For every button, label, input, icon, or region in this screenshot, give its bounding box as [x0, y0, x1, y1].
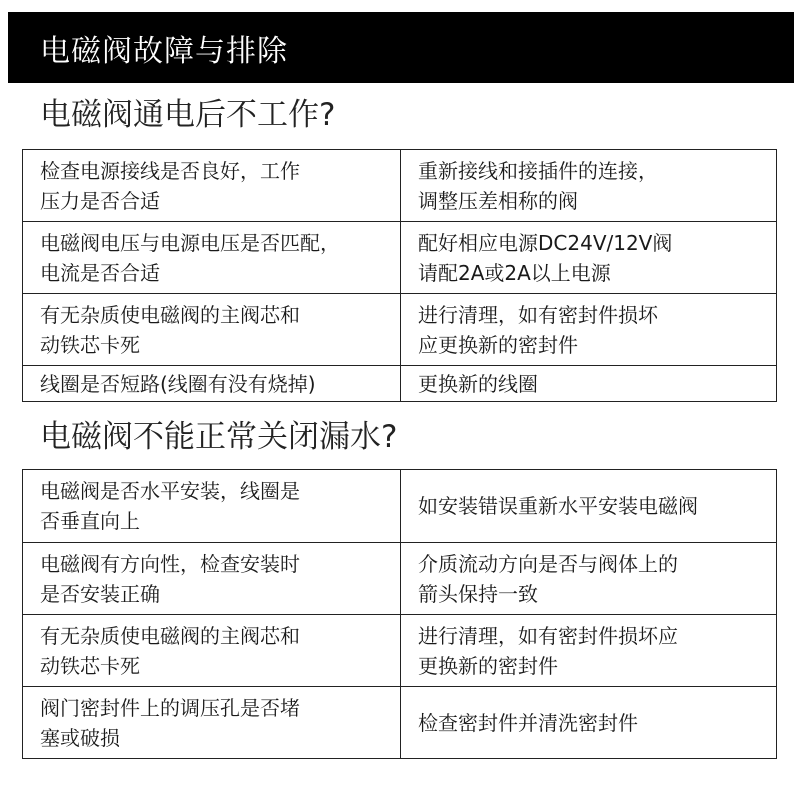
troubleshooting-table-leaking: [22, 469, 777, 759]
table-row: [23, 366, 777, 402]
solution-cell: 进行清理，如有密封件损坏 应更换新的密封件: [401, 294, 777, 366]
cause-cell: 有无杂质使电磁阀的主阀芯和 动铁芯卡死: [23, 294, 401, 366]
solution-cell: 更换新的线圈: [401, 366, 777, 402]
solution-cell: 介质流动方向是否与阀体上的 箭头保持一致: [401, 543, 777, 615]
table-row: [23, 150, 777, 222]
header-banner: [8, 12, 794, 83]
cause-cell: 检查电源接线是否良好，工作 压力是否合适: [23, 150, 401, 222]
cause-cell: 电磁阀电压与电源电压是否匹配， 电流是否合适: [23, 222, 401, 294]
cause-cell: 电磁阀有方向性，检查安装时 是否安装正确: [23, 543, 401, 615]
table-row: [23, 543, 777, 615]
table-row: [23, 294, 777, 366]
solution-cell: 重新接线和接插件的连接， 调整压差相称的阀: [401, 150, 777, 222]
table-row: [23, 687, 777, 759]
section-heading-leaking: 电磁阀不能正常关闭漏水?: [40, 419, 398, 455]
cause-cell: 线圈是否短路(线圈有没有烧掉): [23, 366, 401, 402]
table-row: [23, 470, 777, 543]
table-row: [23, 615, 777, 687]
table-row: [23, 222, 777, 294]
section-heading-not-working: 电磁阀通电后不工作?: [40, 97, 336, 133]
solution-cell: 进行清理，如有密封件损坏应 更换新的密封件: [401, 615, 777, 687]
cause-cell: 电磁阀是否水平安装，线圈是 否垂直向上: [23, 470, 401, 543]
page-title: 电磁阀故障与排除: [40, 33, 288, 69]
solution-cell: 配好相应电源DC24V/12V阀 请配2A或2A以上电源: [401, 222, 777, 294]
cause-cell: 阀门密封件上的调压孔是否堵 塞或破损: [23, 687, 401, 759]
solution-cell: 如安装错误重新水平安装电磁阀: [401, 470, 777, 543]
solution-cell: 检查密封件并清洗密封件: [401, 687, 777, 759]
cause-cell: 有无杂质使电磁阀的主阀芯和 动铁芯卡死: [23, 615, 401, 687]
troubleshooting-table-not-working: [22, 149, 777, 402]
